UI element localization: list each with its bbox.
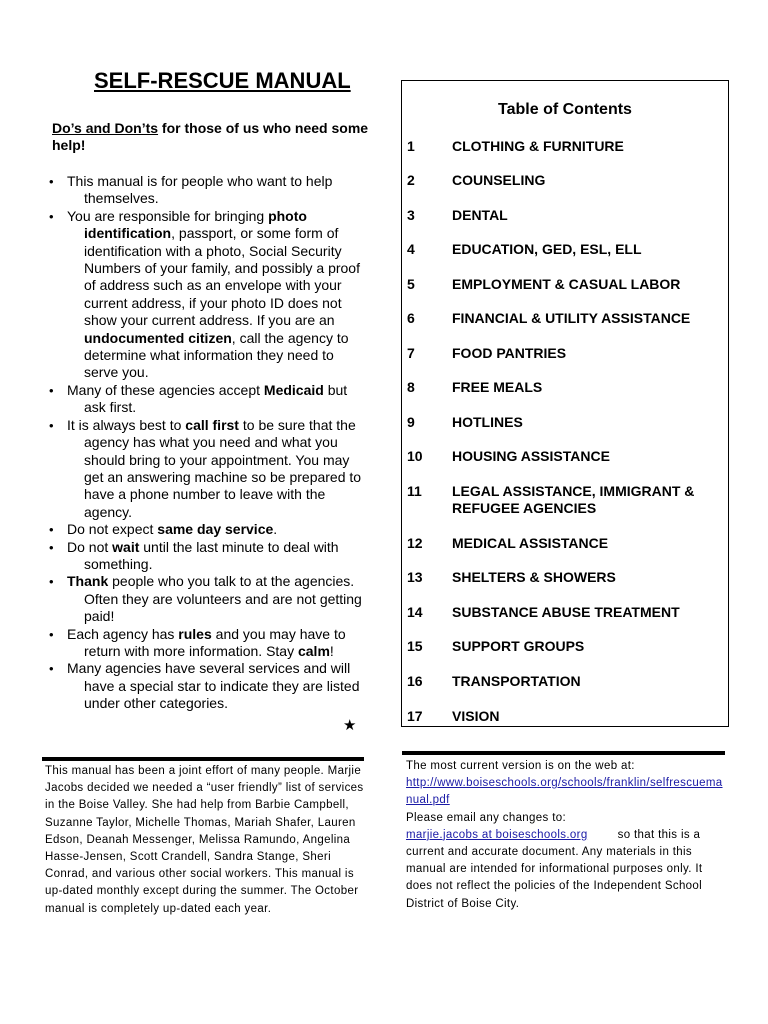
document-title: SELF-RESCUE MANUAL	[94, 68, 351, 93]
manual-url-link[interactable]: http://www.boiseschools.org/schools/franklin/selfrescuemanual.pdf	[406, 777, 723, 807]
toc-item-number: 8	[407, 379, 415, 395]
rule-item	[49, 539, 367, 574]
toc-item-number: 9	[407, 414, 415, 430]
rule-emphasis: Thank	[67, 573, 109, 590]
toc-item-number: 12	[407, 535, 423, 551]
rule-text: until the last minute to deal with something.	[84, 538, 339, 572]
table-of-contents	[401, 80, 729, 727]
toc-item-label: SUBSTANCE ABUSE TREATMENT	[452, 604, 680, 620]
rule-emphasis: photo identification	[84, 207, 307, 242]
toc-item-label: HOUSING ASSISTANCE	[452, 448, 610, 464]
rule-text: Do not	[67, 538, 113, 555]
toc-item-label: SUPPORT GROUPS	[452, 638, 585, 654]
rule-emphasis: same day service	[157, 521, 274, 538]
toc-item-label: FOOD PANTRIES	[452, 345, 567, 361]
toc-item-label: VISION	[452, 708, 500, 724]
star-icon: ★	[343, 717, 357, 734]
toc-item-number: 2	[407, 172, 415, 188]
rule-emphasis: rules	[178, 625, 212, 642]
rule-item	[49, 521, 367, 538]
rule-emphasis: undocumented citizen	[84, 329, 232, 346]
rule-item	[49, 173, 367, 208]
toc-item-number: 11	[407, 483, 422, 499]
rule-emphasis: calm	[297, 642, 330, 659]
rule-text: and you may have to return with more information. Stay	[84, 625, 346, 659]
rule-item	[49, 382, 367, 417]
rule-text: , call the agency to determine what information they need to serve you.	[84, 329, 349, 381]
rule-item	[49, 417, 367, 521]
toc-item-label: FREE MEALS	[452, 379, 543, 395]
rule-item	[49, 660, 367, 712]
rule-text: but ask first.	[84, 381, 348, 416]
toc-item-number: 14	[407, 604, 423, 620]
toc-item-label: LEGAL ASSISTANCE, IMMIGRANT & REFUGEE AGENCIES	[452, 483, 695, 516]
toc-item-label: MEDICAL ASSISTANCE	[452, 535, 609, 551]
toc-item-number: 10	[407, 448, 423, 464]
toc-item-number: 1	[407, 138, 415, 154]
rule-item	[49, 626, 367, 661]
rule-text: It is always best to	[67, 416, 186, 433]
rule-text: This manual is for people who want to help themselves.	[67, 173, 333, 207]
toc-item-label: EDUCATION, GED, ESL, ELL	[452, 241, 642, 257]
toc-item-number: 4	[407, 241, 415, 257]
rule-text: !	[329, 642, 334, 659]
rule-text: to be sure that the agency has what you need and what you should bring to your appointment. You may get an answering machine so be prepared to have a phone number to leave with the agency.	[84, 416, 362, 520]
rule-text: people who you talk to at the agencies. Often they are volunteers and are not getting paid!	[84, 573, 362, 625]
toc-item-number: 7	[407, 345, 415, 361]
rule-text: Each agency has	[67, 625, 179, 642]
toc-title: Table of Contents	[498, 101, 632, 118]
rule-item	[49, 573, 367, 625]
rule-item	[49, 208, 367, 382]
toc-item-label: DENTAL	[452, 207, 508, 223]
rules-list	[49, 173, 367, 713]
email-link[interactable]: marjie.jacobs at boiseschools.org	[406, 828, 588, 841]
divider-left	[42, 757, 364, 761]
divider-right	[402, 751, 725, 755]
rule-text: .	[273, 521, 278, 538]
rule-emphasis: wait	[112, 538, 140, 555]
rule-text: , passport, or some form of identification with a photo, Social Security Numbers of your family, and possibly a proof of address such as an envelope with your current address, if your photo ID does not show your current address. If you are an	[84, 225, 360, 329]
rule-emphasis: Medicaid	[263, 381, 324, 398]
toc-item-number: 16	[407, 673, 423, 689]
subtitle-underlined: Do’s and Don’ts	[52, 120, 159, 136]
credits-text: This manual has been a joint effort of many people. Marjie Jacobs decided we needed a “user friendly” list of services in the Boise Valley. She had help from Barbie Campbell, Suzanne Taylor, Michelle Thomas, Mariah Shafer, Lauren Edson, Deanah Messenger, Melissa Ramundo, Angelina Hasse-Jensen, Scott Crandell, Sandra Stange, Sheri Conrad, and various other social workers. This manual is up-dated monthly except during the summer. The October manual is completely up-dated each year.	[45, 765, 364, 915]
web-intro: The most current version is on the web at:	[406, 760, 635, 772]
web-info	[406, 758, 728, 913]
rule-text: Do not expect	[67, 521, 158, 538]
toc-item-label: CLOTHING & FURNITURE	[452, 138, 624, 154]
toc-item-number: 15	[407, 638, 423, 654]
toc-item-label: EMPLOYMENT & CASUAL LABOR	[452, 276, 681, 292]
toc-item-number: 3	[407, 207, 415, 223]
toc-item-number: 5	[407, 276, 415, 292]
toc-item-number: 13	[407, 569, 423, 585]
toc-item-number: 17	[407, 708, 423, 724]
toc-item-label: SHELTERS & SHOWERS	[452, 569, 616, 585]
toc-item-label: FINANCIAL & UTILITY ASSISTANCE	[452, 310, 691, 326]
rule-text: You are responsible for bringing	[67, 207, 269, 224]
toc-item-label: TRANSPORTATION	[452, 673, 581, 689]
rule-emphasis: call first	[185, 416, 239, 433]
toc-item-number: 6	[407, 310, 415, 326]
rule-text: Many of these agencies accept	[67, 381, 264, 398]
subtitle-rest: for those of us who need some help!	[52, 120, 369, 153]
rule-text: Many agencies have several services and will have a special star to indicate they are listed under other categories.	[67, 660, 360, 712]
toc-item-label: COUNSELING	[452, 172, 546, 188]
toc-item-label: HOTLINES	[452, 414, 523, 430]
disclaimer-text: so that this is a current and accurate document. Any materials in this manual are intended for informational purposes only. It does not reflect the policies of the Independent School District of Boise City.	[406, 828, 703, 910]
subtitle	[52, 120, 372, 154]
email-intro: Please email any changes to:	[406, 811, 567, 824]
